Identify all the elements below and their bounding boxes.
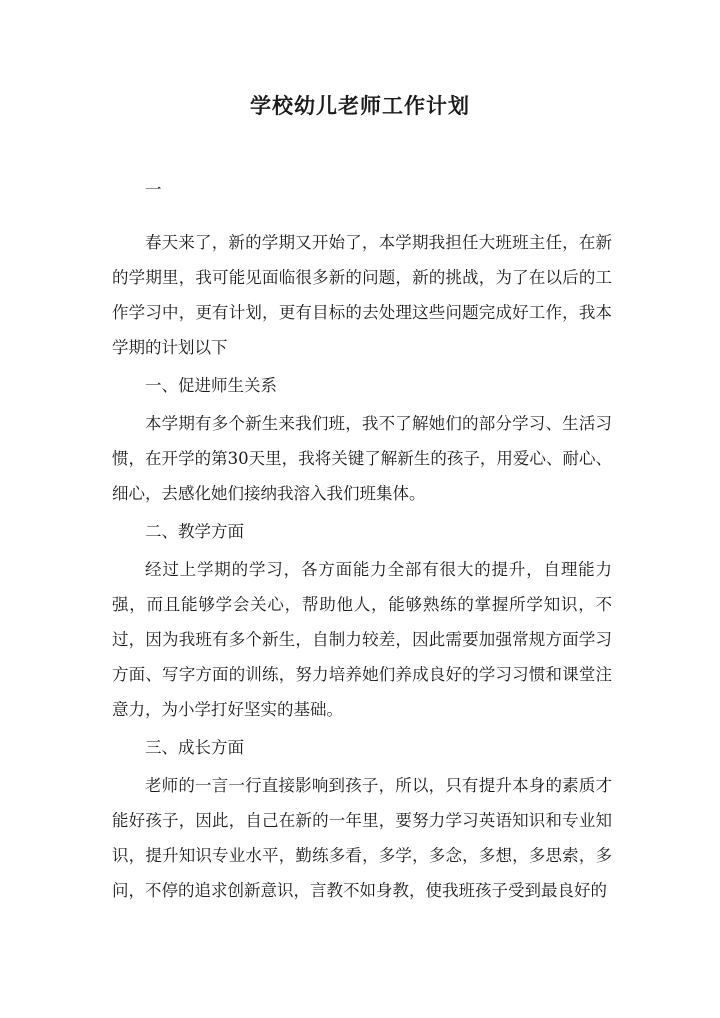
section-paragraph-teacher-student: 本学期有多个新生来我们班，我不了解她们的部分学习、生活习惯，在开学的第30天里，我将关键了解新生的孩子，用爱心、耐心、细心，去感化她们接纳我溶入我们班集体。 bbox=[112, 414, 612, 503]
section-paragraph-teaching: 经过上学期的学习，各方面能力全部有很大的提升，自理能力强，而且能够学会关心，帮助他人，能够熟练的掌握所学知识，不过，因为我班有多个新生，自制力较差，因此需要加强常规方面学习方面、写字方面的训练，努力培养她们养成良好的学习习惯和课堂注意力，为小学打好坚实的基础。 bbox=[112, 560, 612, 719]
section-marker: 一 bbox=[145, 180, 162, 199]
document-title: 学校幼儿老师工作计划 bbox=[250, 93, 470, 118]
section-heading-teacher-student: 一、促进师生关系 bbox=[145, 376, 277, 395]
intro-paragraph: 春天来了，新的学期又开始了，本学期我担任大班班主任，在新的学期里，我可能见面临很多新的问题，新的挑战，为了在以后的工作学习中，更有计划，更有目标的去处理这些问题完成好工作，我本学期的计划以下 bbox=[112, 233, 612, 357]
section-heading-teaching: 二、教学方面 bbox=[145, 522, 244, 541]
document-body bbox=[112, 172, 612, 909]
section-paragraph-growth: 老师的一言一行直接影响到孩子，所以，只有提升本身的素质才能好孩子，因此，自己在新的一年里，要努力学习英语知识和专业知识，提升知识专业水平，勤练多看，多学，多念，多想，多思索，多问，不停的追求创新意识，言教不如身教，使我班孩子受到最良好的 bbox=[112, 776, 612, 900]
section-heading-growth: 三、成长方面 bbox=[145, 738, 244, 757]
